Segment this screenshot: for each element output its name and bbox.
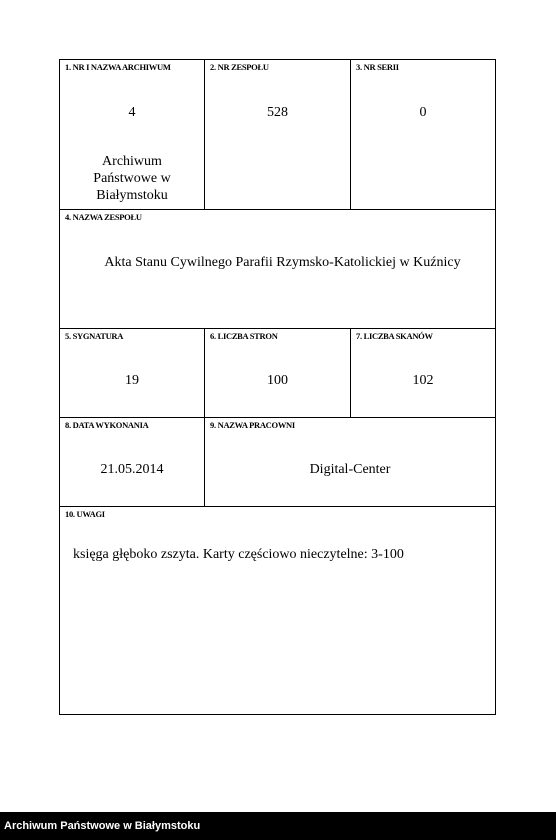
- notes-cell: [60, 507, 495, 714]
- creation-date: 21.05.2014: [100, 462, 164, 477]
- signature: 19: [125, 373, 139, 388]
- date-cell: [60, 418, 204, 506]
- notes-text: księga głęboko zszyta. Karty częściowo nieczytelne: 3-100: [73, 547, 404, 562]
- archive-label: 1. NR I NAZWA ARCHIWUM: [65, 62, 171, 72]
- notes-label: 10. UWAGI: [65, 509, 105, 519]
- metadata-card: [59, 59, 496, 715]
- archive-name: Archiwum Państwowe w Białymstoku: [93, 154, 171, 203]
- fond-number: 528: [267, 105, 288, 120]
- fond-name-label: 4. NAZWA ZESPOŁU: [65, 212, 142, 222]
- fond-number-label: 2. NR ZESPOŁU: [210, 62, 269, 72]
- date-label: 8. DATA WYKONANIA: [65, 420, 149, 430]
- fond-name: Akta Stanu Cywilnego Parafii Rzymsko-Katolickiej w Kuźnicy: [104, 255, 461, 270]
- signature-cell: [60, 329, 204, 417]
- workshop-name: Digital-Center: [309, 462, 391, 477]
- scans-cell: [351, 329, 495, 417]
- archive-footer-bar: [0, 812, 556, 840]
- workshop-cell: [205, 418, 495, 506]
- pages-label: 6. LICZBA STRON: [210, 331, 278, 341]
- footer-archive-name: Archiwum Państwowe w Białymstoku: [4, 820, 201, 832]
- fond-number-cell: [205, 60, 350, 209]
- series-number: 0: [419, 105, 427, 120]
- workshop-label: 9. NAZWA PRACOWNI: [210, 420, 295, 430]
- archive-cell: [60, 60, 204, 209]
- scan-count: 102: [412, 373, 434, 388]
- signature-label: 5. SYGNATURA: [65, 331, 124, 341]
- archive-number: 4: [128, 105, 136, 120]
- scans-label: 7. LICZBA SKANÓW: [356, 331, 433, 341]
- series-cell: [351, 60, 495, 209]
- fond-name-cell: [60, 210, 495, 328]
- pages-cell: [205, 329, 350, 417]
- series-label: 3. NR SERII: [356, 62, 399, 72]
- page-count: 100: [267, 373, 288, 388]
